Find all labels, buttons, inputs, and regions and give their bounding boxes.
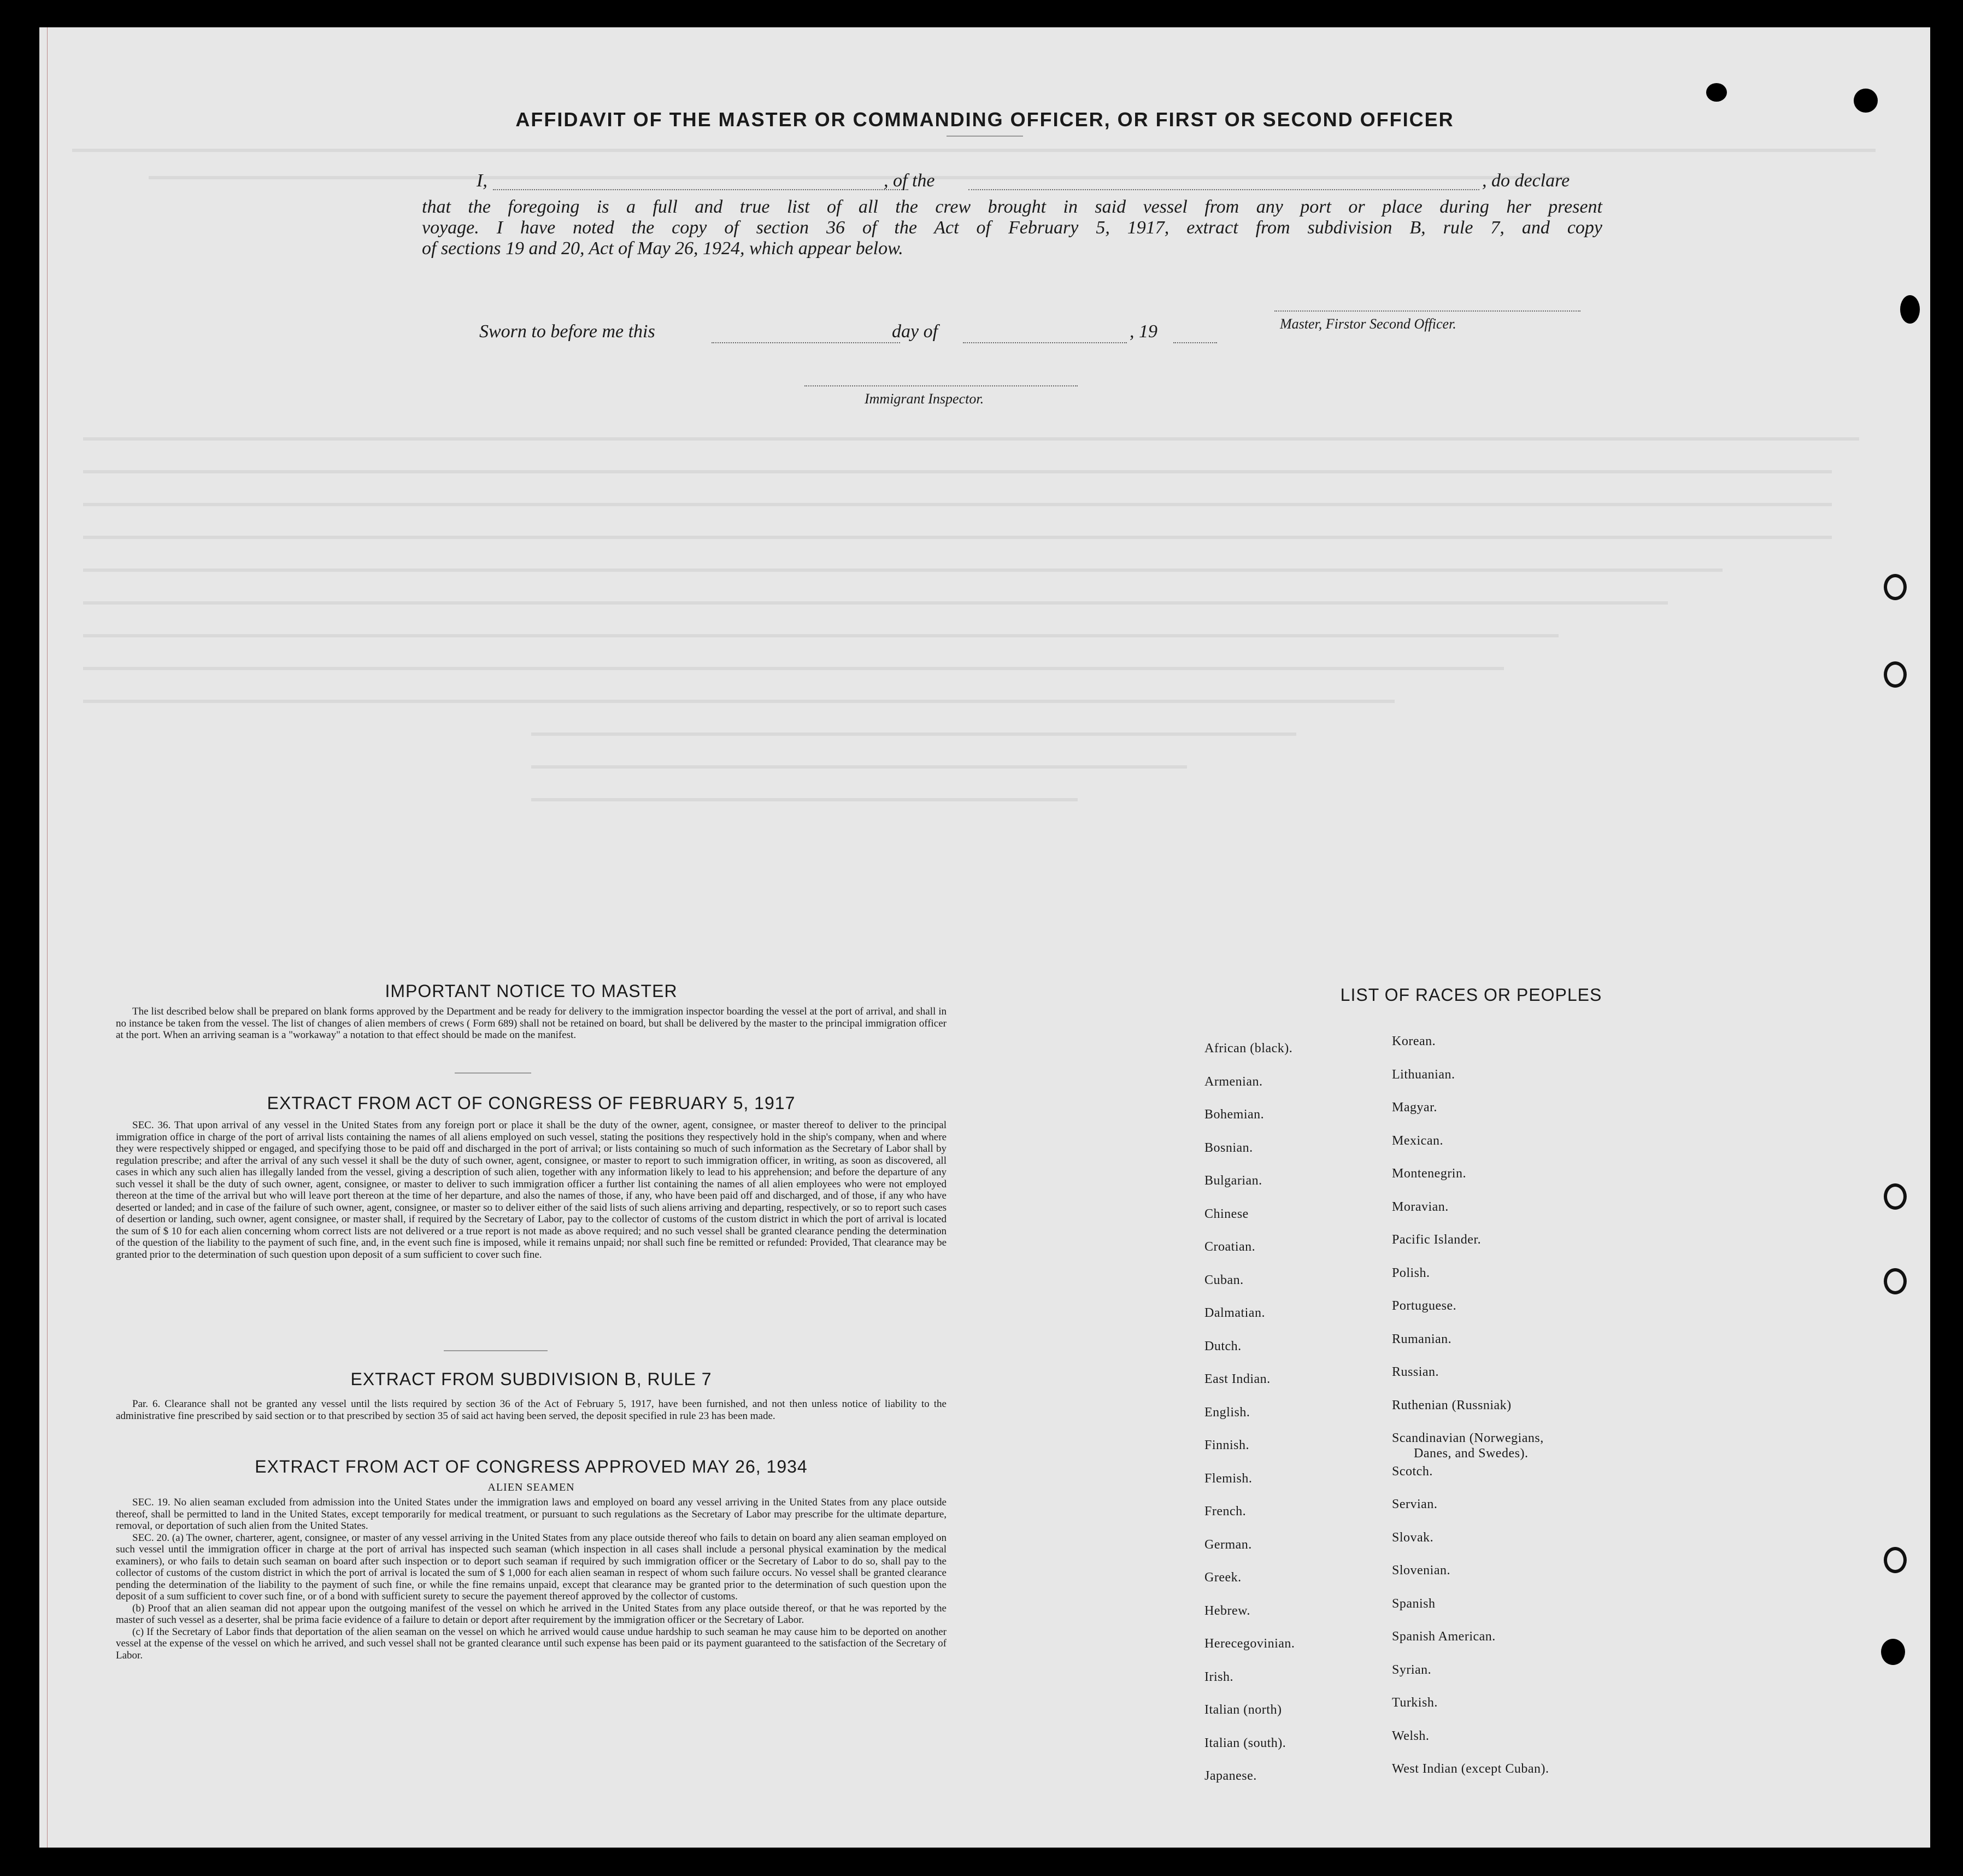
inspector-caption: Immigrant Inspector. (865, 391, 984, 407)
race-item: Scandinavian (Norwegians, (1392, 1431, 1544, 1445)
punch-hole (1854, 89, 1878, 113)
race-item: Greek. (1204, 1570, 1242, 1585)
notice-text (116, 1006, 947, 1041)
race-item: Ruthenian (Russniak) (1392, 1398, 1512, 1412)
affiant-prefix: I, (477, 171, 487, 191)
punch-hole (1884, 574, 1907, 600)
race-item: Bulgarian. (1204, 1174, 1262, 1188)
declaration-line-3: of sections 19 and 20, Act of May 26, 1924, which appear below. (422, 238, 903, 259)
race-item: Turkish. (1392, 1696, 1438, 1710)
sec-20b-paragraph: (b) Proof that an alien seaman did not appear upon the outgoing manifest of the vessel on which he arrived in the United States from any place outside thereof, or that he was reported by the master of such vessel as a deserter, shal be prima facie evidence of a failure to detain or deport after requirement by the immigration officer or the Secretary of Labor. (116, 1602, 947, 1626)
inspector-signature-field[interactable] (804, 385, 1078, 386)
race-item: Croatian. (1204, 1240, 1256, 1254)
divider (444, 1350, 548, 1351)
race-item: Lithuanian. (1392, 1067, 1455, 1082)
section-36-paragraph: SEC. 36. That upon arrival of any vessel in the United States from any foreign port or place it shall be the duty of the owner, agent, consignee, or master thereof to deliver to the principal immigration office in charge of the port of arrival lists containing the names of all aliens employed on such vessel, stating the positions they respectively hold in the ship's company, when and where they were respectively shipped or engaged, and specifying those to be paid off and discharged in the port of arrival; or lists containing so much of such information as the Secretary of Labor shall by regulation prescribe; and after the arrival of any such vessel it shall be the duty of such owner, agent, consignee, or master to report to such immigration officer, in writing, as soon as discovered, all cases in which any such alien has illegally landed from the vessel, giving a description of such alien, together with any information likely to lead to his apprehension; and before the departure of any such vessel it shall be the duty of such owner, agent, consignee, or master to deliver to such immigration officer a further list containing the names of all alien employees who were not employed thereon at the time of the arrival but who will leave port thereon at the time of her departure, and also the names of those, if any, who have been paid off and discharged, and of those, if any who have deserted or landed; and in case of the failure of such owner, agent, consignee, or master so to deliver either of the said lists of such aliens arriving and departing, respectively, or so to report such cases of desertion or landing, such owner, agent consignee, or master shall, if required by the Secretary of Labor, pay to the collector of customs of the custom district in which the port of arrival is located the sum of $ 10 for each alien concerning whom correct lists are not delivered or a true report is not made as above required; and no such vessel shall be granted clearance pending the determination of the question of the liability to the payment of such fine, and, in the event such fine is imposed, while it remains unpaid; nor shall such fine be remitted or refunded: Provided, That clearance may be granted prior to the determination of such question upon deposit of a sum sufficient to cover such fine. (116, 1119, 947, 1261)
race-item: Pacific Islander. (1392, 1233, 1482, 1247)
sworn-year-field[interactable] (1173, 342, 1217, 343)
race-item: Slovak. (1392, 1530, 1434, 1545)
race-item: Moravian. (1392, 1199, 1449, 1214)
race-item: West Indian (except Cuban). (1392, 1762, 1549, 1776)
race-item: Polish. (1392, 1265, 1430, 1280)
race-item: Mexican. (1392, 1133, 1443, 1148)
divider (455, 1072, 531, 1074)
declare-suffix: , do declare (1482, 171, 1570, 191)
margin-rule (47, 27, 48, 1848)
race-item: Japanese. (1204, 1769, 1257, 1783)
race-item: Flemish. (1204, 1471, 1253, 1486)
race-item: Armenian. (1204, 1074, 1263, 1089)
sec-20c-paragraph: (c) If the Secretary of Labor finds that deportation of the alien seaman on the vessel on which he arrived would cause undue hardship to such seaman he may cause him to be deported on another vessel at the expense of the vessel on which he arrived, and such vessel shall not be granted clearance until such expense has been paid or its payment guaranteed to the satisfaction of the Secretary of Labor. (116, 1626, 947, 1661)
notice-title: IMPORTANT NOTICE TO MASTER (385, 981, 678, 1001)
punch-hole (1900, 295, 1920, 324)
race-item: East Indian. (1204, 1372, 1271, 1386)
rule7-paragraph: Par. 6. Clearance shall not be granted any vessel until the lists required by section 36 of the Act of February 5, 1917, have been furnished, and not then unless notice of liability to the administrative fine prescribed by said section or to that prescribed by section 35 of said act having been served, the deposit specified in rule 23 has been made. (116, 1398, 947, 1422)
extract-rule7-text (116, 1398, 947, 1422)
year-prefix: , 19 (1130, 321, 1157, 342)
punch-hole (1706, 83, 1727, 102)
race-item: Korean. (1392, 1034, 1436, 1048)
document-page (39, 27, 1930, 1848)
race-item: Chinese (1204, 1206, 1249, 1221)
punch-hole (1884, 1183, 1907, 1210)
race-item: Portuguese. (1392, 1299, 1457, 1313)
race-item: German. (1204, 1537, 1252, 1552)
race-item: Bohemian. (1204, 1107, 1265, 1122)
race-item: Finnish. (1204, 1438, 1250, 1452)
punch-hole (1884, 661, 1907, 688)
races-title: LIST OF RACES OR PEOPLES (1340, 985, 1602, 1005)
race-item: Syrian. (1392, 1662, 1432, 1677)
declaration-line-2: voyage. I have noted the copy of section 36 of the Act of February 5, 1917, extract from subdivision B, rule 7, and copy (422, 218, 1602, 238)
race-item: Bosnian. (1204, 1140, 1253, 1155)
extract-1934-text (116, 1497, 947, 1661)
race-item: Spanish (1392, 1596, 1436, 1611)
race-item: Slovenian. (1392, 1563, 1450, 1578)
day-of-label: day of (892, 321, 938, 342)
notice-paragraph: The list described below shall be prepared on blank forms approved by the Department and be ready for delivery to the immigration inspector boarding the vessel at the port of arrival, and shall in no instance be taken from the vessel. The list of changes of alien members of crews ( Form 689) shall not be retained on board, but shall be delivered by the master to the principal immigration officer at the port. When an arriving seaman is a "workaway" a notation to that effect should be made on the manifest. (116, 1006, 947, 1041)
race-item: French. (1204, 1504, 1247, 1519)
signature-caption: Master, Firstor Second Officer. (1280, 316, 1456, 332)
race-item: English. (1204, 1405, 1250, 1420)
punch-hole (1884, 1268, 1907, 1294)
race-item: Russian. (1392, 1365, 1439, 1379)
sec-20a-paragraph: SEC. 20. (a) The owner, charterer, agent, consignee, or master of any vessel arriving in the United States from any place outside thereof who fails to detain on board any alien seaman employed on such vessel until the immigration officer in charge at the port of arrival has inspected such seaman (which inspection in all cases shall include a personal physical examination by the medical examiners), or who fails to detain such seaman on board after such inspection or to deport such seaman if required by such immigration officer or the Secretary of Labor to do so, shall pay to the collector of customs of the custom district in which the port of arrival is located the sum of $ 1,000 for each alien seaman in respect of whom such failure occurs. No vessel shall be granted clearance pending the determination of the liability to the payment of such fine, or while the fine remains unpaid, except that clearance may be granted prior to the determination of such question upon the deposit of a sum sufficient to cover such fine, or of a bond with sufficient surety to secure the payement thereof approved by the collector of customs. (116, 1532, 947, 1602)
vessel-prefix: , of the (884, 171, 935, 191)
punch-hole (1881, 1639, 1905, 1665)
race-item: African (black). (1204, 1041, 1293, 1056)
race-item: Italian (south). (1204, 1736, 1286, 1750)
race-item: Dutch. (1204, 1339, 1242, 1353)
vessel-name-field[interactable] (968, 189, 1479, 190)
sworn-day-field[interactable] (712, 342, 900, 343)
sworn-label: Sworn to before me this (479, 321, 655, 342)
race-item: Rumanian. (1392, 1332, 1452, 1346)
race-item: Magyar. (1392, 1100, 1437, 1115)
race-item: Irish. (1204, 1669, 1233, 1684)
sworn-month-field[interactable] (963, 342, 1127, 343)
race-item: Welsh. (1392, 1728, 1430, 1743)
race-item: Scotch. (1392, 1464, 1433, 1479)
sec-19-paragraph: SEC. 19. No alien seaman excluded from admission into the United States under the immigration laws and employed on board any vessel arriving in the United States from any place outside thereof, shall be permitted to land in the United States, except temporarily for medical treatment, or pursuant to such regulations as the Secretary of Labor may prescribe for the ultimate departure, removal, or deportation of such alien from the United States. (116, 1497, 947, 1532)
race-item: Hebrew. (1204, 1603, 1250, 1618)
race-item: Cuban. (1204, 1273, 1244, 1287)
race-item: Spanish American. (1392, 1629, 1496, 1644)
extract-1917-text (116, 1119, 947, 1261)
declaration-line-1: that the foregoing is a full and true list of all the crew brought in said vessel from any port or place during her present (422, 197, 1602, 217)
race-item: Montenegrin. (1392, 1166, 1466, 1181)
extract-1917-title: EXTRACT FROM ACT OF CONGRESS OF FEBRUARY 5, 1917 (267, 1093, 796, 1113)
affidavit-title: AFFIDAVIT OF THE MASTER OR COMMANDING OFFICER, OR FIRST OR SECOND OFFICER (515, 108, 1454, 131)
race-item: Servian. (1392, 1497, 1438, 1511)
race-item: Dalmatian. (1204, 1306, 1265, 1320)
race-item: Italian (north) (1204, 1703, 1282, 1717)
extract-rule7-title: EXTRACT FROM SUBDIVISION B, RULE 7 (350, 1369, 712, 1389)
divider (947, 136, 1023, 137)
punch-hole (1884, 1547, 1907, 1573)
extract-1934-title: EXTRACT FROM ACT OF CONGRESS APPROVED MAY 26, 1934 (255, 1457, 808, 1476)
affiant-name-field[interactable] (493, 189, 908, 190)
alien-seamen-subtitle: ALIEN SEAMEN (487, 1481, 575, 1493)
signature-field[interactable] (1274, 310, 1580, 312)
race-item-continuation: Danes, and Swedes). (1414, 1446, 1529, 1461)
race-item: Herecegovinian. (1204, 1637, 1295, 1651)
